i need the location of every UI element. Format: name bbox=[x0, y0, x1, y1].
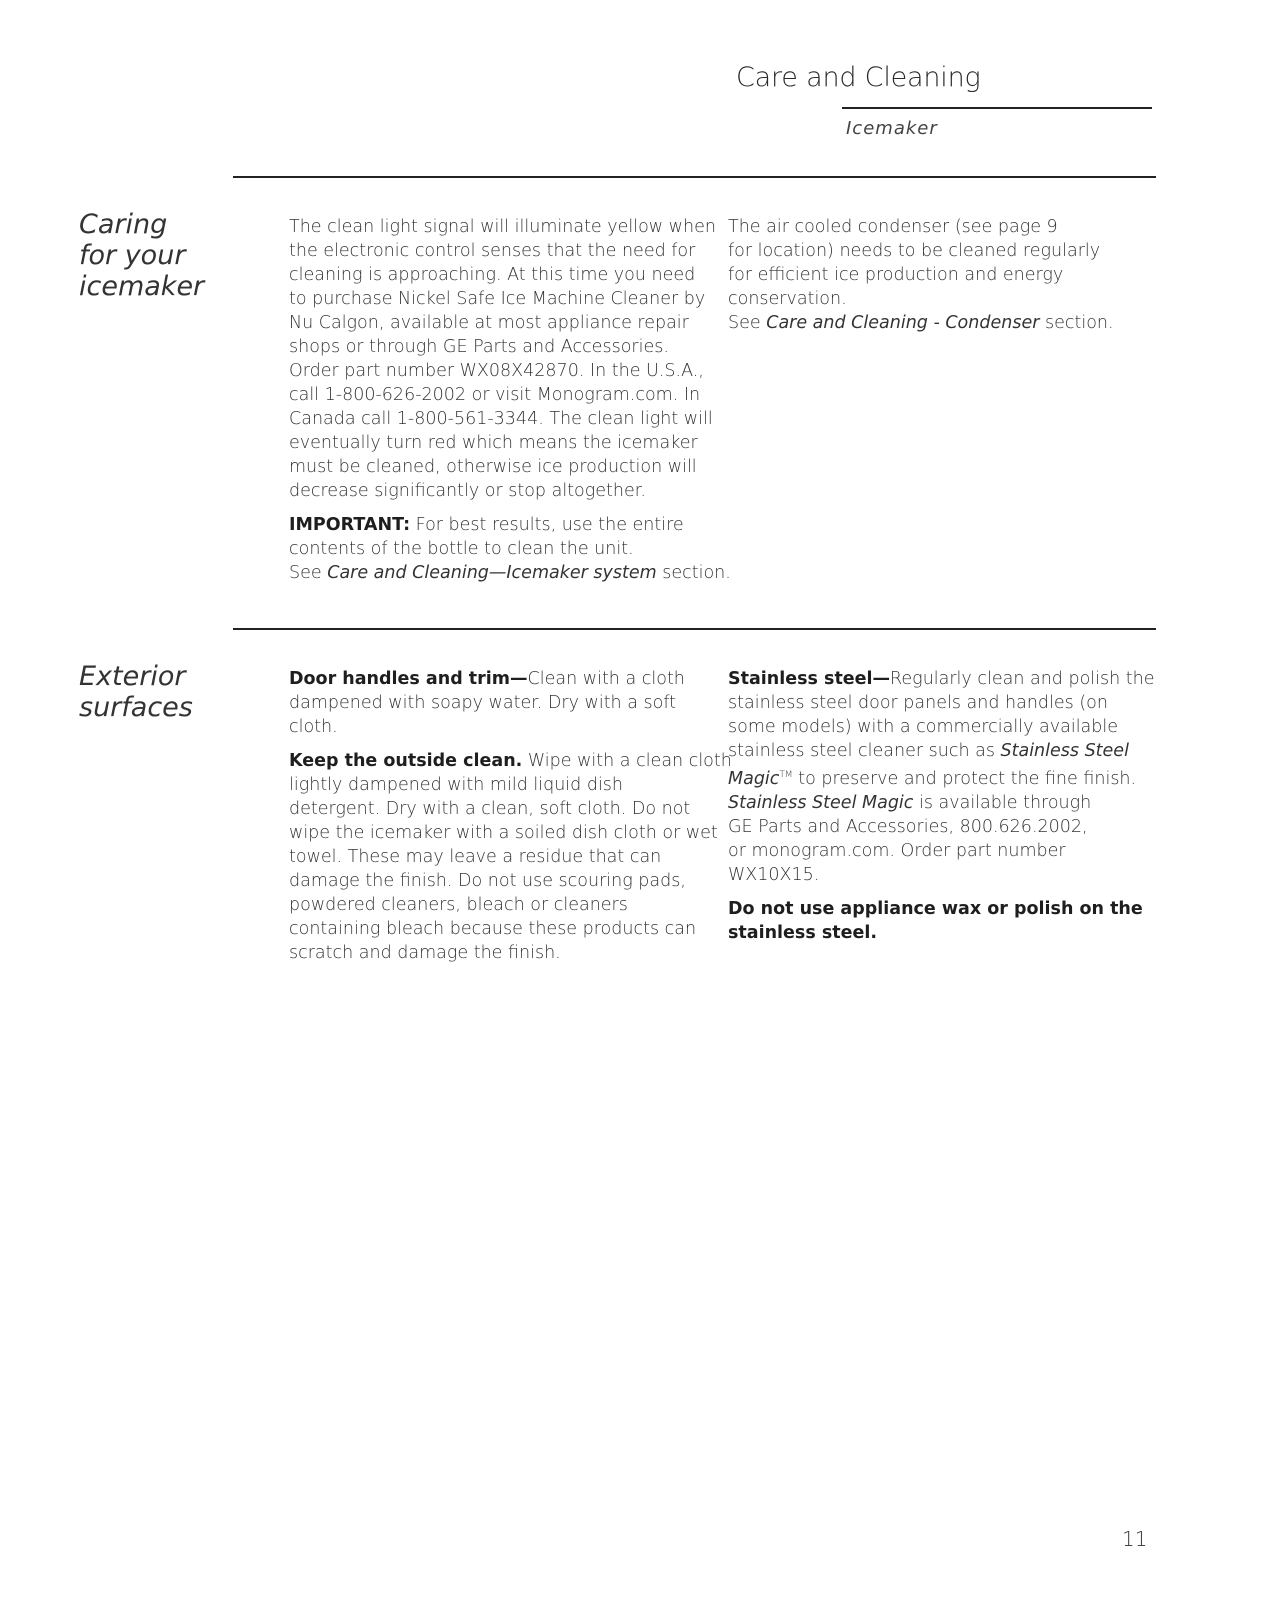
text-line: cloth. bbox=[289, 717, 338, 737]
text-line: The air cooled condenser (see page 9 bbox=[728, 217, 1058, 237]
text-line: GE Parts and Accessories, 800.626.2002, bbox=[728, 816, 1088, 837]
section-heading-exterior bbox=[79, 661, 193, 723]
text-line: some models) with a commercially available bbox=[728, 717, 1119, 737]
text-line: lightly dampened with mild liquid dish bbox=[289, 775, 624, 795]
product-name: Stainless Steel Magic bbox=[728, 792, 914, 813]
wax-warning-paragraph bbox=[728, 897, 1158, 945]
text-line: the electronic control senses that the need for bbox=[289, 241, 696, 261]
text-line: powdered cleaners, bleach or cleaners bbox=[289, 895, 628, 915]
heading-line: for your bbox=[79, 240, 186, 271]
caring-column-left bbox=[289, 215, 731, 595]
text-run: to preserve and protect the fine finish. bbox=[792, 768, 1137, 789]
heading-line: Exterior bbox=[79, 661, 186, 692]
text-line: stainless steel door panels and handles (on bbox=[728, 693, 1108, 713]
heading-line: icemaker bbox=[79, 271, 205, 302]
text-line bbox=[728, 739, 1158, 763]
text-run: is available through bbox=[913, 792, 1092, 813]
text-line: wipe the icemaker with a soiled dish cloth or wet bbox=[289, 823, 718, 843]
stainless-steel-label: Stainless steel— bbox=[728, 669, 891, 689]
door-handles-paragraph bbox=[289, 667, 709, 739]
heading-line: surfaces bbox=[79, 692, 193, 723]
text-line: conservation. bbox=[728, 289, 847, 309]
text-line: towel. These may leave a residue that can bbox=[289, 847, 662, 867]
product-name: Stainless Steel bbox=[1000, 741, 1129, 761]
text-line bbox=[289, 561, 731, 585]
text-line: call 1-800-626-2002 or visit Monogram.com. In bbox=[289, 385, 701, 405]
text-line bbox=[289, 513, 709, 537]
outside-clean-label: Keep the outside clean. bbox=[289, 751, 523, 771]
exterior-column-right bbox=[728, 667, 1158, 955]
text-run: See bbox=[289, 563, 328, 583]
text-line: eventually turn red which means the icemaker bbox=[289, 433, 698, 453]
important-paragraph bbox=[289, 513, 731, 585]
text-line: Do not use appliance wax or polish on the bbox=[728, 898, 1143, 919]
text-line: shops or through GE Parts and Accessories. bbox=[289, 337, 669, 357]
text-line: Nu Calgon, available at most appliance repair bbox=[289, 313, 689, 333]
page-subsection-title: Icemaker bbox=[846, 118, 938, 139]
text-line: cleaning is approaching. At this time you need bbox=[289, 265, 696, 285]
clean-light-paragraph bbox=[289, 215, 716, 503]
text-run: For best results, use the entire bbox=[410, 515, 684, 535]
exterior-column-left bbox=[289, 667, 732, 975]
text-run: stainless steel cleaner such as bbox=[728, 741, 1001, 761]
text-line: damage the finish. Do not use scouring pads, bbox=[289, 871, 686, 891]
text-line: decrease significantly or stop altogether. bbox=[289, 481, 646, 501]
important-label: IMPORTANT: bbox=[289, 515, 411, 535]
header-rule bbox=[842, 107, 1152, 109]
text-run: See bbox=[728, 313, 767, 333]
heading-line: Caring bbox=[79, 209, 168, 240]
text-line: detergent. Dry with a clean, soft cloth. Do not bbox=[289, 799, 691, 819]
page-section-title: Care and Cleaning bbox=[736, 62, 981, 93]
section-heading-caring bbox=[79, 209, 204, 302]
page-number: 11 bbox=[1122, 1527, 1148, 1551]
text-run: Regularly clean and polish the bbox=[890, 669, 1155, 689]
text-line: to purchase Nickel Safe Ice Machine Cleaner by bbox=[289, 289, 706, 309]
text-line: The clean light signal will illuminate yellow when bbox=[289, 217, 716, 237]
text-line: Order part number WX08X42870. In the U.S.A., bbox=[289, 361, 704, 381]
text-line bbox=[728, 791, 1158, 815]
text-line bbox=[728, 311, 1158, 335]
section-reference: Care and Cleaning—Icemaker system bbox=[327, 563, 657, 583]
text-line: containing bleach because these products can bbox=[289, 919, 697, 939]
text-line: must be cleaned, otherwise ice production will bbox=[289, 457, 697, 477]
text-line: or monogram.com. Order part number bbox=[728, 840, 1066, 861]
section-divider bbox=[233, 628, 1156, 630]
text-line bbox=[728, 667, 1158, 691]
section-reference: Care and Cleaning - Condenser bbox=[766, 313, 1040, 333]
text-line: contents of the bottle to clean the unit. bbox=[289, 539, 634, 559]
condenser-paragraph bbox=[728, 215, 1158, 335]
caring-column-right bbox=[728, 215, 1158, 345]
text-line: for location) needs to be cleaned regularly bbox=[728, 241, 1101, 261]
text-run: section. bbox=[1039, 313, 1114, 333]
product-name: Magic bbox=[728, 768, 780, 789]
text-line: stainless steel. bbox=[728, 922, 878, 943]
section-divider bbox=[233, 176, 1156, 178]
text-line bbox=[289, 667, 709, 691]
text-run: Wipe with a clean cloth bbox=[522, 751, 732, 771]
text-line: scratch and damage the finish. bbox=[289, 943, 561, 963]
door-handles-label: Door handles and trim— bbox=[289, 669, 528, 689]
text-run: section. bbox=[656, 563, 731, 583]
text-line: WX10X15. bbox=[728, 864, 820, 885]
trademark-mark: TM bbox=[779, 770, 793, 780]
text-line bbox=[728, 763, 1158, 791]
text-line bbox=[289, 749, 732, 773]
stainless-steel-paragraph bbox=[728, 667, 1158, 887]
outside-clean-paragraph bbox=[289, 749, 732, 965]
text-line: Canada call 1-800-561-3344. The clean light will bbox=[289, 409, 713, 429]
text-line: for efficient ice production and energy bbox=[728, 265, 1064, 285]
text-run: Clean with a cloth bbox=[527, 669, 685, 689]
text-line: dampened with soapy water. Dry with a soft bbox=[289, 693, 677, 713]
